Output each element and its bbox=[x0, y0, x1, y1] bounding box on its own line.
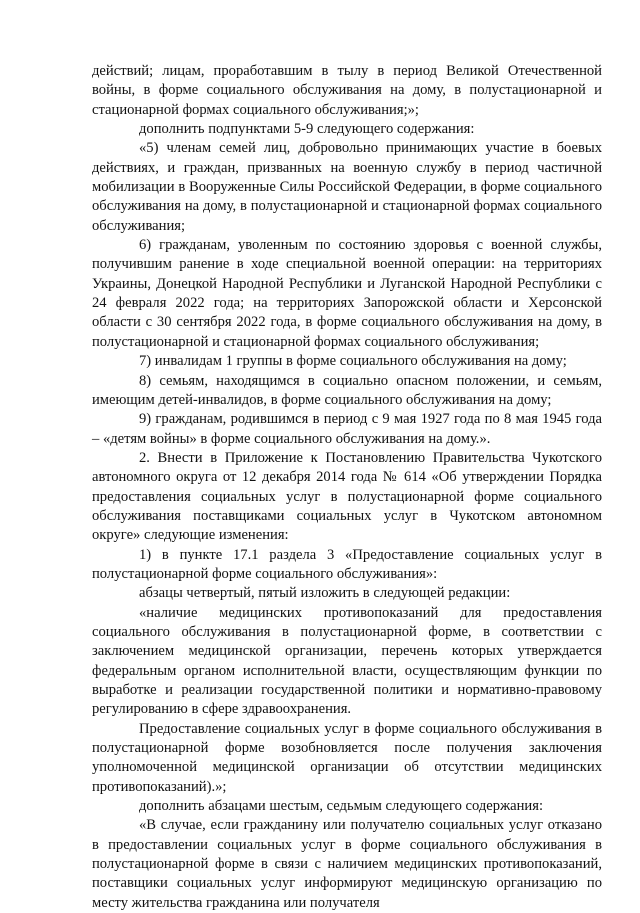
paragraph-3: «5) членам семей лиц, добровольно принимающих участие в боевых действиях, и граждан, призванных на военную службу в период частичной мобилизации в Вооруженные Силы Российской Федерации, в форме социального обслуживания на дому, в полустационарной и стационарной формах социального обслуживания; bbox=[92, 140, 602, 234]
paragraph-11: «наличие медицинских противопоказаний для предоставления социального обслуживания в полустационарной форме, в соответствии с заключением медицинской организации, перечень которых утверждается федеральным органом исполнительной власти, осуществляющим функции по выработке и реализации государственной политики и нормативно-правовому регулированию в сфере здравоохранения. bbox=[92, 604, 602, 718]
paragraph-14: «В случае, если гражданину или получателю социальных услуг отказано в предоставлении социальных услуг в форме социального обслуживания в полустационарной форме в связи с наличием медицинских противопоказаний, поставщики социальных услуг информируют медицинскую организацию по месту жительства гражданина или получателя bbox=[92, 817, 602, 911]
paragraph-2: дополнить подпунктами 5-9 следующего содержания: bbox=[139, 121, 475, 138]
paragraph-9: 1) в пункте 17.1 раздела 3 «Предоставление социальных услуг в полустационарной форме социального обслуживания»: bbox=[92, 546, 602, 582]
paragraph-12: Предоставление социальных услуг в форме социального обслуживания в полустационарной форме возобновляется после получения заключения уполномоченной медицинской организации об отсутствии медицинских противопоказаний).»; bbox=[92, 720, 602, 795]
paragraph-10: абзацы четвертый, пятый изложить в следующей редакции: bbox=[139, 585, 511, 602]
paragraph-4: 6) гражданам, уволенным по состоянию здоровья с военной службы, получившим ранение в ходе специальной военной операции: на территориях Украины, Донецкой Народной Республики и Луганской Народной Республики с 24 февраля 2022 года; на территориях Запорожской области и Херсонской области с 30 сентября 2022 года, в форме социального обслуживания на дому, в полустационарной и стационарной формах социального обслуживания; bbox=[92, 237, 602, 350]
paragraph-13: дополнить абзацами шестым, седьмым следующего содержания: bbox=[139, 798, 544, 815]
document-body bbox=[92, 62, 602, 913]
paragraph-5: 7) инвалидам 1 группы в форме социального обслуживания на дому; bbox=[139, 353, 567, 370]
paragraph-6: 8) семьям, находящимся в социально опасном положении, и семьям, имеющим детей-инвалидов, в форме социального обслуживания на дому; bbox=[92, 372, 602, 408]
paragraph-1: действий; лицам, проработавшим в тылу в период Великой Отечественной войны, в форме социального обслуживания на дому, в полустационарной и стационарной формах социального обслуживания;»; bbox=[92, 63, 602, 118]
paragraph-7: 9) гражданам, родившимся в период с 9 мая 1927 года по 8 мая 1945 года – «детям войны» в форме социального обслуживания на дому.». bbox=[92, 411, 602, 447]
paragraph-8: 2. Внести в Приложение к Постановлению Правительства Чукотского автономного округа от 12 декабря 2014 года № 614 «Об утверждении Порядка предоставления социальных услуг в полустационарной форме социального обслуживания поставщиками социальных услуг в Чукотском автономном округе» следующие изменения: bbox=[92, 449, 602, 544]
